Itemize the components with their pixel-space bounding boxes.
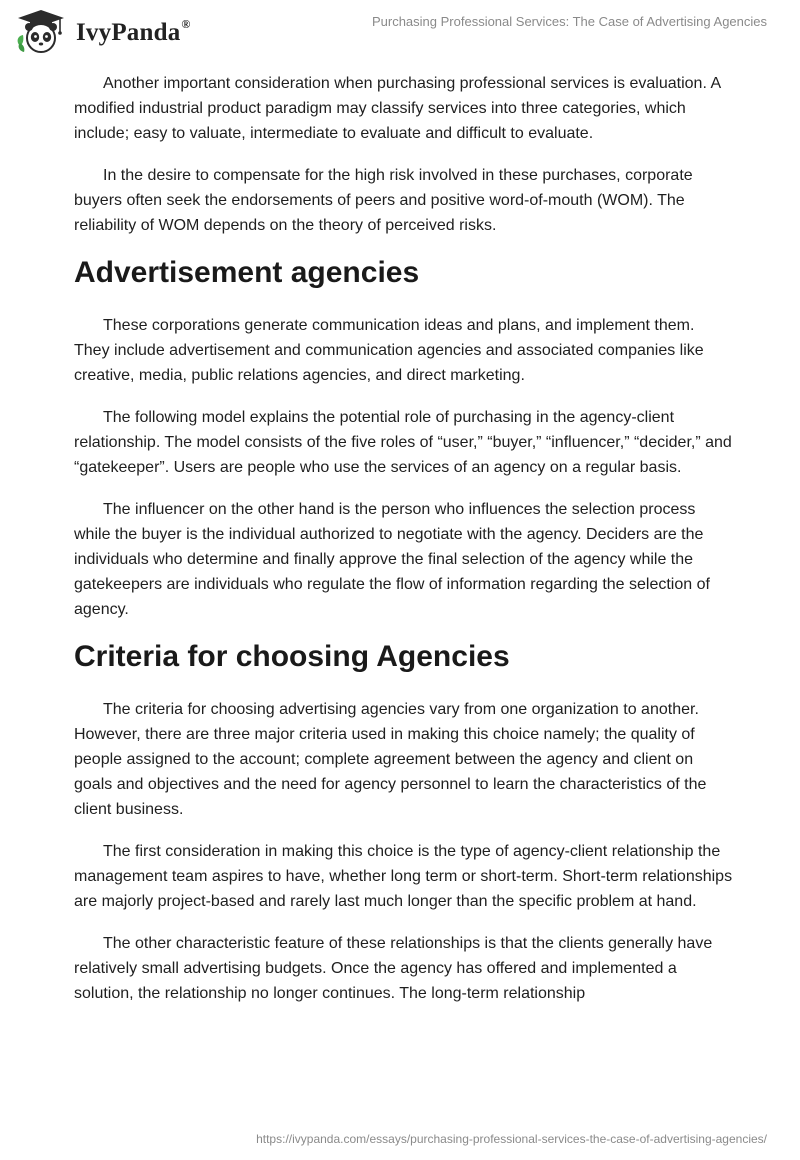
ivypanda-logo[interactable] [14, 8, 191, 56]
page-header [0, 0, 800, 64]
panda-graduate-icon [14, 8, 68, 56]
paragraph: The influencer on the other hand is the person who influences the selection process while the buyer is the individual authorized to negotiate with the agency. Deciders are the individuals who determine and finally approve the final selection of the agency while the gatekeepers are individuals who regulate the flow of information regarding the selection of agency. [74, 501, 710, 618]
brand-name: IvyPanda® [76, 16, 191, 46]
paragraph: The criteria for choosing advertising agencies vary from one organization to another. However, there are three major criteria used in making this choice namely; the quality of people assigned to the account; complete agreement between the agency and client on goals and objectives and the need for agency personnel to learn the characteristics of the client business. [74, 701, 707, 818]
paragraph: These corporations generate communication ideas and plans, and implement them. They include advertisement and communication agencies and associated companies like creative, media, public relations agencies, and direct marketing. [74, 317, 704, 384]
paragraph: Another important consideration when purchasing professional services is evaluation. A modified industrial product paradigm may classify services into three categories, which include; easy to valuate, intermediate to evaluate and difficult to evaluate. [74, 75, 721, 142]
registered-mark: ® [181, 16, 191, 31]
document-title: Purchasing Professional Services: The Case of Advertising Agencies [371, 14, 767, 29]
source-url[interactable]: https://ivypanda.com/essays/purchasing-professional-services-the-case-of-advertising-agencies/ [256, 1132, 767, 1146]
paragraph: In the desire to compensate for the high risk involved in these purchases, corporate buyers often seek the endorsements of peers and positive word-of-mouth (WOM). The reliability of WOM depends on the theory of perceived risks. [74, 167, 693, 234]
section-heading: Criteria for choosing Agencies [74, 640, 510, 673]
section-heading: Advertisement agencies [74, 256, 420, 289]
essay-body [74, 71, 734, 1023]
paragraph: The other characteristic feature of these relationships is that the clients generally have relatively small advertising budgets. Once the agency has offered and implemented a solution, the relationship no longer continues. The long-term relationship [74, 935, 713, 1002]
paragraph: The first consideration in making this choice is the type of agency-client relationship the management team aspires to have, whether long term or short-term. Short-term relationships are majorly project-based and rarely last much longer than the specific problem at hand. [74, 843, 733, 910]
paragraph: The following model explains the potential role of purchasing in the agency-client relationship. The model consists of the five roles of “user,” “buyer,” “influencer,” “decider,” and “gatekeeper”. Users are people who use the services of an agency on a regular basis. [74, 409, 732, 476]
